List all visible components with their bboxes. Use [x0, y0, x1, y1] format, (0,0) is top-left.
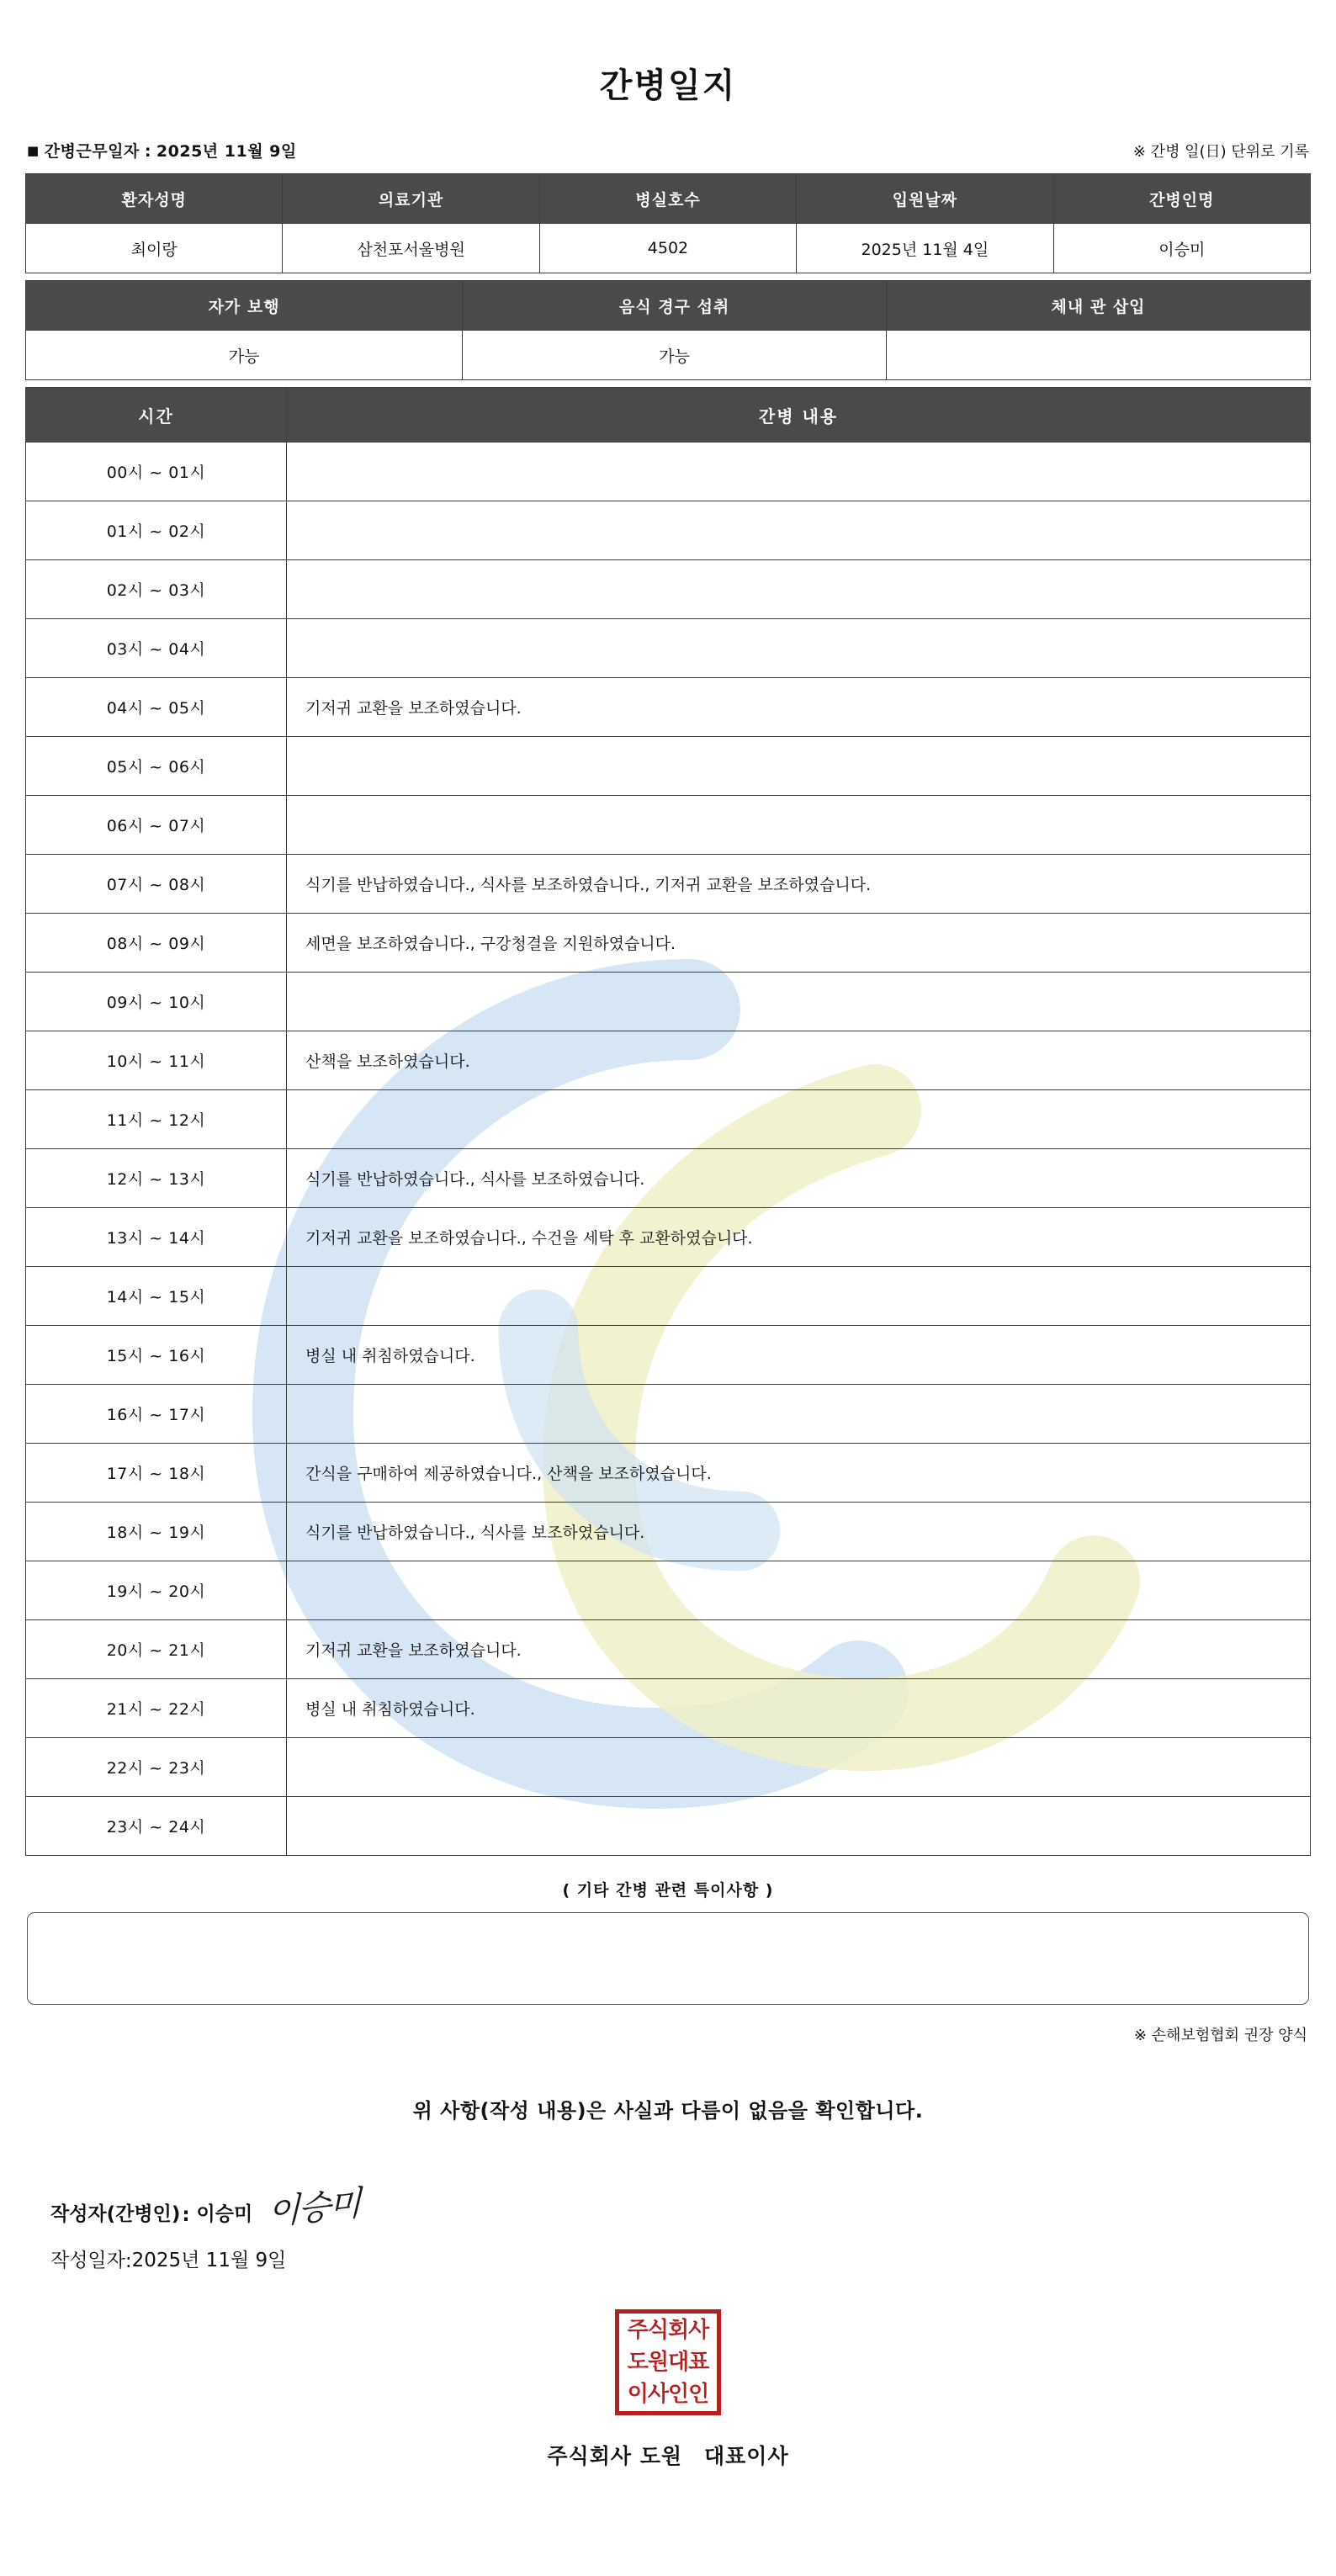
time-slot: 13시 ~ 14시	[26, 1208, 287, 1267]
care-content[interactable]: 기저귀 교환을 보조하였습니다.	[287, 678, 1311, 737]
header-room-number: 병실호수	[539, 174, 796, 224]
time-slot: 20시 ~ 21시	[26, 1620, 287, 1679]
form-source-note: ※ 손해보험협회 권장 양식	[1133, 2027, 1307, 2044]
handwritten-signature: 이승미	[268, 2184, 360, 2233]
written-date-label: 작성일자	[50, 2250, 125, 2271]
author-signature-row	[25, 2165, 1311, 2233]
author-label: 작성자(간병인)	[50, 2203, 181, 2225]
time-slot: 05시 ~ 06시	[26, 737, 287, 796]
patient-info-table	[25, 173, 1311, 273]
company-seal-stamp	[615, 2309, 721, 2415]
value-oral-intake: 가능	[463, 331, 887, 380]
table-row	[26, 796, 1311, 855]
care-content[interactable]	[287, 1797, 1311, 1856]
care-content[interactable]: 병실 내 취침하였습니다.	[287, 1326, 1311, 1385]
table-row	[26, 1149, 1311, 1208]
value-internal-tube	[887, 331, 1311, 380]
table-row	[26, 678, 1311, 737]
table-row	[26, 1679, 1311, 1738]
care-content[interactable]	[287, 560, 1311, 619]
table-row	[26, 1738, 1311, 1797]
time-slot: 09시 ~ 10시	[26, 973, 287, 1031]
time-slot: 21시 ~ 22시	[26, 1679, 287, 1738]
page-title: 간병일지	[599, 66, 737, 105]
value-patient-name: 최이랑	[26, 224, 283, 273]
header-caregiver-name: 간병인명	[1053, 174, 1310, 224]
care-content[interactable]	[287, 1267, 1311, 1326]
care-content[interactable]	[287, 619, 1311, 678]
table-row	[26, 501, 1311, 560]
work-date-value: 2025년 11월 9일	[156, 142, 297, 161]
header-time: 시간	[26, 388, 287, 443]
header-self-walking: 자가 보행	[26, 281, 463, 331]
time-slot: 18시 ~ 19시	[26, 1503, 287, 1561]
author-colon: :	[182, 2204, 190, 2226]
work-date-colon: :	[144, 142, 151, 161]
written-date-value: 2025년 11월 9일	[131, 2250, 287, 2271]
table-row	[26, 737, 1311, 796]
author-value: 이승미	[196, 2203, 253, 2225]
care-content[interactable]	[287, 1385, 1311, 1444]
condition-table	[25, 280, 1311, 380]
hourly-log-table	[25, 387, 1311, 1856]
care-content[interactable]: 병실 내 취침하였습니다.	[287, 1679, 1311, 1738]
time-slot: 22시 ~ 23시	[26, 1738, 287, 1797]
value-self-walking: 가능	[26, 331, 463, 380]
care-content[interactable]: 기저귀 교환을 보조하였습니다.	[287, 1620, 1311, 1679]
table-row-header	[26, 174, 1311, 224]
table-row	[26, 619, 1311, 678]
care-content[interactable]: 간식을 구매하여 제공하였습니다., 산책을 보조하였습니다.	[287, 1444, 1311, 1503]
table-row	[26, 1797, 1311, 1856]
header-patient-name: 환자성명	[26, 174, 283, 224]
value-hospital: 삼천포서울병원	[283, 224, 539, 273]
table-row	[26, 331, 1311, 380]
value-room-number: 4502	[539, 224, 796, 273]
table-row	[26, 1385, 1311, 1444]
time-slot: 16시 ~ 17시	[26, 1385, 287, 1444]
care-content[interactable]	[287, 1738, 1311, 1797]
company-line	[25, 2440, 1311, 2470]
time-slot: 10시 ~ 11시	[26, 1031, 287, 1090]
time-slot: 14시 ~ 15시	[26, 1267, 287, 1326]
header-internal-tube: 체내 관 삽입	[887, 281, 1311, 331]
care-content[interactable]: 식기를 반납하였습니다., 식사를 보조하였습니다., 기저귀 교환을 보조하였습니다.	[287, 855, 1311, 914]
care-content[interactable]	[287, 796, 1311, 855]
time-slot: 02시 ~ 03시	[26, 560, 287, 619]
written-date-colon: :	[125, 2250, 132, 2272]
table-row	[26, 1561, 1311, 1620]
table-row	[26, 1444, 1311, 1503]
care-content[interactable]	[287, 737, 1311, 796]
table-row	[26, 1326, 1311, 1385]
table-row-header	[26, 281, 1311, 331]
work-date-block	[27, 139, 297, 162]
care-content[interactable]	[287, 501, 1311, 560]
time-slot: 19시 ~ 20시	[26, 1561, 287, 1620]
table-row	[26, 443, 1311, 501]
stamp-area	[25, 2309, 1311, 2520]
time-slot: 06시 ~ 07시	[26, 796, 287, 855]
care-content[interactable]	[287, 973, 1311, 1031]
table-row	[26, 1090, 1311, 1149]
table-row	[26, 1031, 1311, 1090]
time-slot: 00시 ~ 01시	[26, 443, 287, 501]
care-content[interactable]	[287, 443, 1311, 501]
bullet-square-icon: ■	[27, 143, 40, 158]
care-content[interactable]: 기저귀 교환을 보조하였습니다., 수건을 세탁 후 교환하였습니다.	[287, 1208, 1311, 1267]
table-row	[26, 1620, 1311, 1679]
time-slot: 15시 ~ 16시	[26, 1326, 287, 1385]
written-date-row	[25, 2233, 1311, 2272]
notes-textarea[interactable]	[27, 1912, 1309, 2005]
value-caregiver-name: 이승미	[1053, 224, 1310, 273]
time-slot: 01시 ~ 02시	[26, 501, 287, 560]
value-admission-date: 2025년 11월 4일	[797, 224, 1053, 273]
time-slot: 12시 ~ 13시	[26, 1149, 287, 1208]
care-content[interactable]: 산책을 보조하였습니다.	[287, 1031, 1311, 1090]
table-row	[26, 973, 1311, 1031]
time-slot: 23시 ~ 24시	[26, 1797, 287, 1856]
stamp-line-3: 이사인인	[627, 2382, 709, 2407]
table-row	[26, 914, 1311, 973]
stamp-line-1: 주식회사	[627, 2318, 709, 2343]
care-content[interactable]: 식기를 반납하였습니다., 식사를 보조하였습니다.	[287, 1149, 1311, 1208]
care-content[interactable]: 세면을 보조하였습니다., 구강청결을 지원하였습니다.	[287, 914, 1311, 973]
time-slot: 11시 ~ 12시	[26, 1090, 287, 1149]
time-slot: 04시 ~ 05시	[26, 678, 287, 737]
table-row	[26, 224, 1311, 273]
time-slot: 03시 ~ 04시	[26, 619, 287, 678]
care-content[interactable]	[287, 1561, 1311, 1620]
confirmation-statement: 위 사항(작성 내용)은 사실과 다름이 없음을 확인합니다.	[412, 2099, 924, 2123]
meta-row	[25, 139, 1311, 173]
company-name: 주식회사 도원	[547, 2444, 682, 2468]
stamp-line-2: 도원대표	[627, 2350, 709, 2375]
header-hospital: 의료기관	[283, 174, 539, 224]
table-row	[26, 1208, 1311, 1267]
care-content[interactable]	[287, 1090, 1311, 1149]
header-admission-date: 입원날짜	[797, 174, 1053, 224]
table-row	[26, 1267, 1311, 1326]
care-content[interactable]: 식기를 반납하였습니다., 식사를 보조하였습니다.	[287, 1503, 1311, 1561]
record-unit-note: ※ 간병 일(日) 단위로 기록	[1132, 143, 1309, 161]
header-care-content: 간병 내용	[287, 388, 1311, 443]
notes-title: ( 기타 간병 관련 특이사항 )	[562, 1881, 774, 1900]
table-row	[26, 1503, 1311, 1561]
time-slot: 08시 ~ 09시	[26, 914, 287, 973]
time-slot: 17시 ~ 18시	[26, 1444, 287, 1503]
time-slot: 07시 ~ 08시	[26, 855, 287, 914]
work-date-label: 간병근무일자	[44, 142, 140, 161]
table-row	[26, 560, 1311, 619]
company-role: 대표이사	[704, 2444, 789, 2468]
table-row	[26, 855, 1311, 914]
table-row-header	[26, 388, 1311, 443]
header-oral-intake: 음식 경구 섭취	[463, 281, 887, 331]
